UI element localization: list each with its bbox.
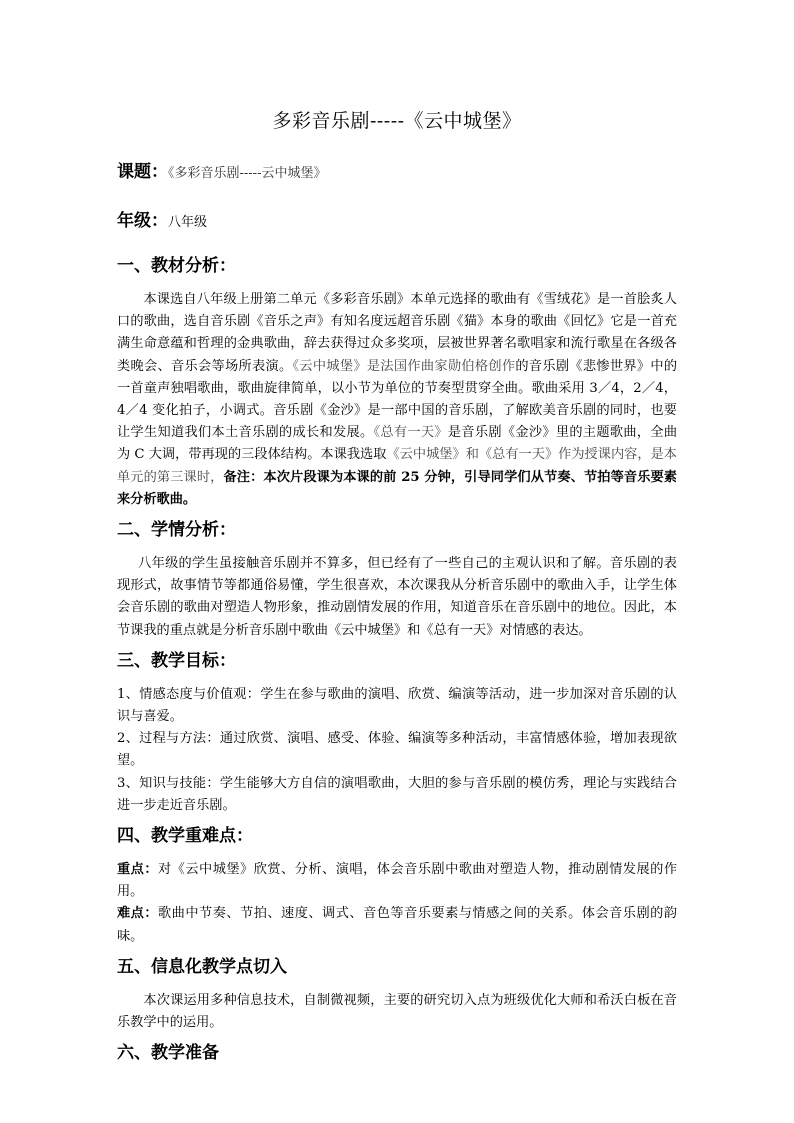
grade-label: 年级： [117,211,168,231]
objective-item: 1、情感态度与价值观：学生在参与歌曲的演唱、欣赏、编演等活动，进一步加深对音乐剧的认识与喜爱。 [117,686,677,725]
objectives-list [117,684,677,817]
document-title: 多彩音乐剧-----《云中城堡》 [272,110,522,132]
textbook-analysis-text-e: 是音乐剧《金沙》里的主题歌曲，全曲为 C 大调，带再现的三段体结构。本课我选取 [117,425,678,463]
textbook-analysis-text-a: 本课选自八年级上册第二单元《多彩音乐剧》本单元选择的歌曲有《雪绒花》是一首脍炙人口的歌曲，选自音乐剧《音乐之声》有知名度远超音乐剧《猫》本身的歌曲《回忆》它是一首充满生命意蕴和哲理的金典歌曲，辞去获得过众多奖项，层被世界著名歌唱家和流行歌星在各级各类晚会、音乐会等场所表演。 [117,292,677,374]
difficult-point [117,903,677,947]
textbook-analysis-text-d: 《总有一天》 [373,425,448,441]
textbook-analysis-text-b: 《云中城堡》是法国作曲家勋伯格创作 [292,358,516,374]
section-heading-textbook-analysis: 一、教材分析： [117,256,236,276]
difficult-point-text: 歌曲中节奏、节拍、速度、调式、音色等音乐要素与情感之间的关系。体会音乐剧的韵味。 [117,906,678,944]
key-point-label: 重点： [117,862,159,878]
section-heading-key-difficult-points: 四、教学重难点： [117,826,253,847]
difficult-point-label: 难点： [117,906,159,922]
topic-label: 课题： [117,162,168,182]
textbook-analysis-paragraph [117,289,677,511]
section-heading-teaching-objectives: 三、教学目标： [117,650,236,671]
key-point [117,859,677,903]
key-point-text: 对《云中城堡》欣赏、分析、演唱，体会音乐剧中歌曲对塑造人物，推动剧情发展的作用。 [117,862,678,900]
document-page [117,100,677,1076]
section-heading-student-analysis: 二、学情分析： [117,520,236,541]
textbook-analysis-text-f: 《云中城堡》和《总有一天》作为授课内容，是本单元的第三课时， [117,447,677,485]
textbook-analysis-text-c: 的音乐剧《悲惨世界》中的一首童声独唱歌曲，歌曲旋律简单，以小节为单位的节奏型贯穿全曲。歌曲采用 3／4，2／4，4／4 变化拍子，小调式。音乐剧《金沙》是一部中国的音乐剧，了解欧美音乐剧的同时，也要让学生知道我们本土音乐剧的成长和发展。 [117,358,678,441]
grade-value: 八年级 [168,215,208,230]
student-analysis-paragraph: 八年级的学生虽接触音乐剧并不算多，但已经有了一些自己的主观认识和了解。音乐剧的表现形式，故事情节等都通俗易懂，学生很喜欢，本次课我从分析音乐剧中的歌曲入手，让学生体会音乐剧的歌曲对塑造人物形象，推动剧情发展的作用，知道音乐在音乐剧中的地位。因此，本节课我的重点就是分析音乐剧中歌曲《云中城堡》和《总有一天》对情感的表达。 [117,556,677,638]
textbook-analysis-note: 备注：本次片段课为本课的前 25 分钟，引导同学们从节奏、节拍等音乐要素来分析歌曲。 [117,469,677,507]
grade-line [117,206,677,231]
objective-item: 2、过程与方法：通过欣赏、演唱、感受、体验、编演等多种活动，丰富情感体验，增加表现欲望。 [117,731,677,769]
section-heading-teaching-preparation: 六、教学准备 [117,1043,219,1064]
section-heading-it-teaching: 五、信息化教学点切入 [117,956,287,977]
topic-value: 《多彩音乐剧-----云中城堡》 [168,166,327,181]
topic-line [117,157,677,182]
key-difficult-block [117,859,677,948]
objective-item: 3、知识与技能：学生能够大方自信的演唱歌曲，大胆的参与音乐剧的模仿秀，理论与实践结合进一步走近音乐剧。 [117,775,677,813]
it-teaching-paragraph: 本次课运用多种信息技术，自制微视频，主要的研究切入点为班级优化大师和希沃白板在音乐教学中的运用。 [117,992,677,1031]
